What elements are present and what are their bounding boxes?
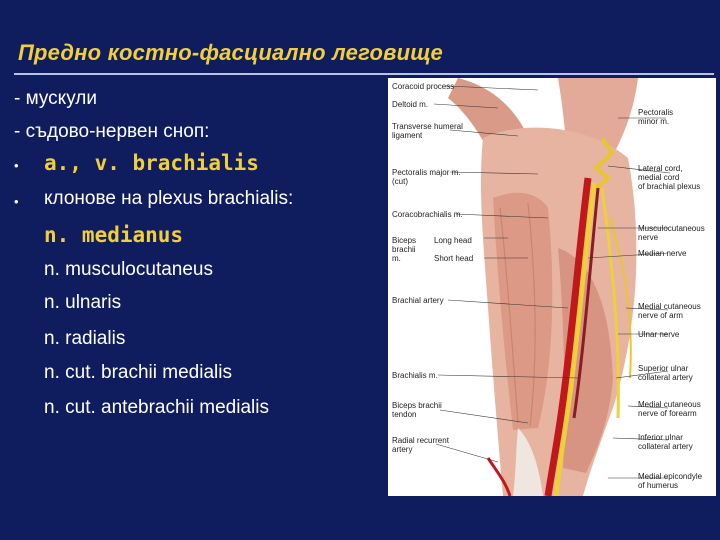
- figure-label: Superior ulnar collateral artery: [638, 364, 693, 382]
- title-divider: [14, 73, 714, 75]
- bundle-line: - съдово-нервен сноп:: [14, 121, 210, 142]
- bullet-marker: •: [14, 194, 19, 209]
- figure-label: Medial cutaneous nerve of forearm: [638, 400, 701, 418]
- figure-label: Pectoralis minor m.: [638, 108, 674, 126]
- figure-label: Medial epicondyle of humerus: [638, 472, 703, 490]
- nerve-item: n. ulnaris: [44, 292, 122, 313]
- figure-label: Lateral cord, medial cord of brachial plexus: [638, 164, 701, 191]
- figure-label: Brachial artery: [392, 296, 444, 305]
- figure-label: Brachialis m.: [392, 371, 438, 380]
- nerve-item: n. cut. brachii medialis: [44, 362, 232, 383]
- figure-label: Coracobrachialis m.: [392, 210, 463, 219]
- anatomy-figure: [388, 78, 716, 496]
- muscles-line: - мускули: [14, 88, 97, 109]
- branches-bullet: клонове на plexus brachialis:: [44, 188, 294, 209]
- figure-label: Medial cutaneous nerve of arm: [638, 302, 701, 320]
- figure-label: Inferior ulnar collateral artery: [638, 433, 693, 451]
- figure-label: Ulnar nerve: [638, 330, 680, 339]
- figure-label: Coracoid process: [392, 82, 455, 91]
- slide-title: Предно костно-фасциално леговище: [18, 40, 443, 65]
- nerve-item: n. cut. antebrachii medialis: [44, 397, 269, 418]
- nerve-item: n. musculocutaneus: [44, 259, 213, 280]
- figure-label: Short head: [434, 254, 474, 263]
- figure-label: Long head: [434, 236, 472, 245]
- figure-label: Transverse humeral ligament: [392, 122, 463, 140]
- figure-label: Median nerve: [638, 249, 687, 258]
- nerve-item: n. radialis: [44, 328, 126, 349]
- figure-label: Biceps brachii tendon: [392, 401, 442, 419]
- figure-label: Musculocutaneous nerve: [638, 224, 705, 242]
- figure-label: Radial recurrent artery: [392, 436, 449, 454]
- median-nerve-highlight: n. medianus: [44, 223, 184, 247]
- figure-label: Pectoralis major m. (cut): [392, 168, 461, 186]
- figure-label: Deltoid m.: [392, 100, 429, 109]
- bullet-marker: •: [14, 158, 19, 173]
- figure-label: Biceps brachii m.: [392, 236, 417, 263]
- artery-bullet: a., v. brachialis: [44, 151, 259, 175]
